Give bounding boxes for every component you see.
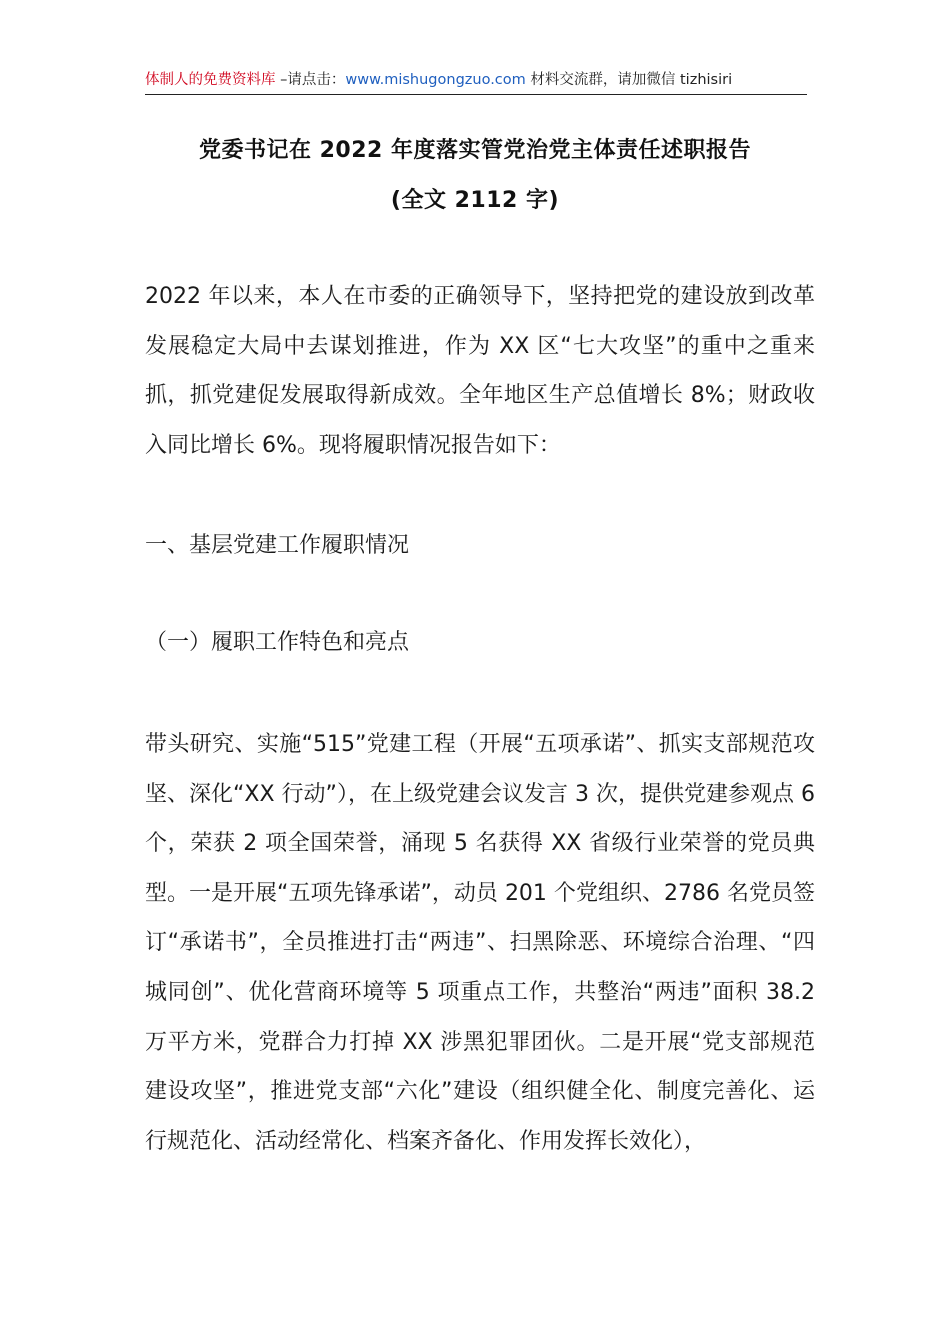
- section-heading: 一、基层党建工作履职情况: [145, 533, 410, 558]
- page-header: [145, 68, 807, 95]
- header-tail: 材料交流群，请加微信 tizhisiri: [525, 72, 733, 88]
- document-title: 党委书记在 2022 年度落实管党治党主体责任述职报告: [198, 138, 752, 163]
- header-hint: –请点击：: [275, 72, 346, 88]
- header-brand: 体制人的免费资料库: [145, 72, 276, 88]
- document-subtitle: (全文 2112 字): [390, 188, 560, 213]
- header-url-link[interactable]: www.mishugongzuo.com: [345, 72, 526, 88]
- subsection-heading: （一）履职工作特色和亮点: [145, 630, 410, 655]
- intro-paragraph: 2022 年以来，本人在市委的正确领导下，坚持把党的建设放到改革发展稳定大局中去谋划推进，作为 XX 区“七大攻坚”的重中之重来抓，抓党建促发展取得新成效。全年地区生产总值增长 8%；财政收入同比增长 6%。现将履职情况报告如下：: [145, 284, 815, 458]
- body-paragraph: 带头研究、实施“515”党建工程（开展“五项承诺”、抓实支部规范攻坚、深化“XX 行动”），在上级党建会议发言 3 次，提供党建参观点 6 个，荣获 2 项全国荣誉，涌现 5 名获得 XX 省级行业荣誉的党员典型。一是开展“五项先锋承诺”，动员 201 个党组织、2786 名党员签订“承诺书”，全员推进打击“两违”、扫黑除恶、环境综合治理、“四城同创”、优化营商环境等 5 项重点工作，共整治“两违”面积 38.2 万平方米，党群合力打掉 XX 涉黑犯罪团伙。二是开展“党支部规范建设攻坚”，推进党支部“六化”建设（组织健全化、制度完善化、运行规范化、活动经常化、档案齐备化、作用发挥长效化），: [145, 732, 816, 1154]
